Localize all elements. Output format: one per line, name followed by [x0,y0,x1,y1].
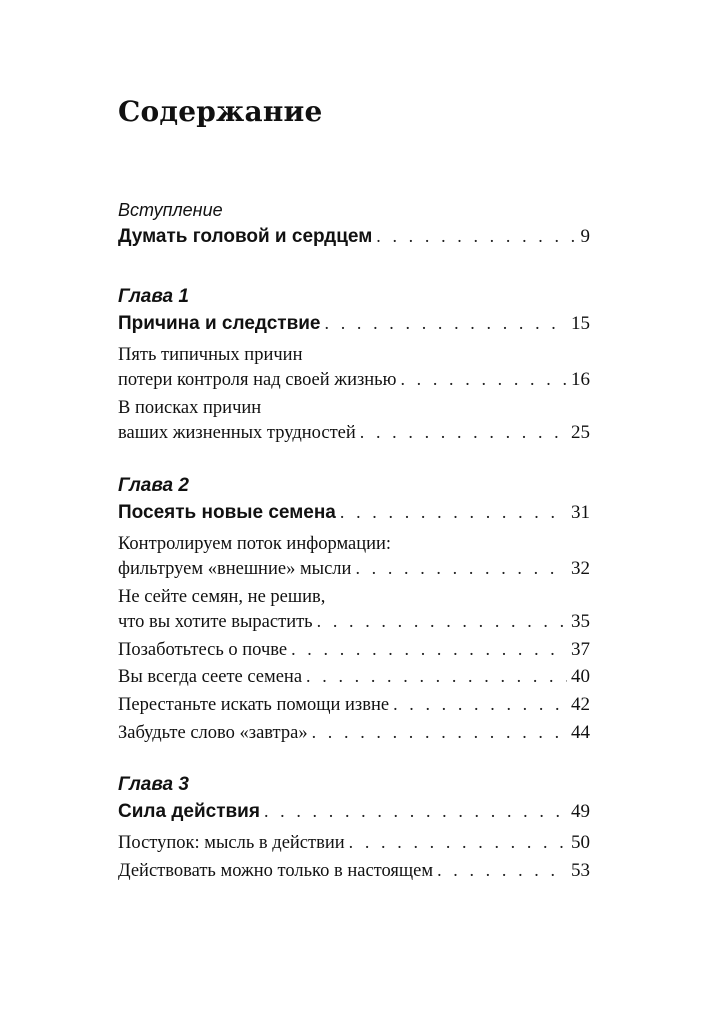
toc-entry-section[interactable] [118,637,590,662]
toc-entry-section[interactable] [118,367,590,392]
page-number: 37 [571,639,590,660]
page-number: 35 [571,611,590,632]
toc-entry-title: потери контроля над своей жизнью [118,370,397,390]
toc-entry-chapter-2[interactable] [118,500,590,525]
toc-entry-section[interactable] [118,692,590,717]
toc-entry-title: Причина и следствие [118,313,321,334]
toc-entry-section[interactable] [118,556,590,581]
dot-leader [393,692,567,716]
dot-leader [291,637,567,661]
chapter-3-label: Глава 3 [118,774,189,795]
dot-leader [340,500,567,524]
toc-entry-section[interactable] [118,420,590,445]
toc-entry-section[interactable] [118,830,590,855]
dot-leader [349,830,567,854]
toc-entry-title: Поступок: мысль в действии [118,833,345,853]
page-number: 44 [571,722,590,743]
toc-entry-title: Сила действия [118,801,260,822]
dot-leader [376,224,576,248]
toc-entry-title: Перестаньте искать помощи извне [118,695,390,715]
toc-entry-chapter-1[interactable] [118,311,590,336]
page-title: Содержание [118,95,323,128]
dot-leader [437,858,567,882]
toc-entry-first-line: Контролируем поток информации: [118,534,392,554]
dot-leader [264,799,567,823]
toc-entry-section[interactable] [118,664,590,689]
toc-entry-title: Действовать можно только в настоящем [118,861,434,881]
toc-entry-title: Посеять новые семена [118,502,336,523]
toc-entry-title: ваших жизненных трудностей [118,423,356,443]
page-number: 42 [571,694,590,715]
toc-entry-title: что вы хотите вырастить [118,612,313,632]
toc-entry-intro[interactable] [118,224,590,249]
toc-entry-chapter-3[interactable] [118,799,590,824]
toc-entry-section[interactable] [118,720,590,745]
page-number: 40 [571,666,590,687]
toc-entry-title: фильтруем «внешние» мысли [118,559,352,579]
page-number: 50 [571,832,590,853]
page-number: 32 [571,558,590,579]
chapter-1-label: Глава 1 [118,286,189,307]
page-number: 9 [580,226,590,247]
toc-entry-title: Позаботьтесь о почве [118,640,288,660]
toc-entry-first-line: Не сейте семян, не решив, [118,587,326,607]
dot-leader [317,609,567,633]
page-number: 53 [571,860,590,881]
dot-leader [400,367,567,391]
page-number: 49 [571,801,590,822]
toc-entry-title: Вы всегда сеете семена [118,667,303,687]
page-number: 25 [571,422,590,443]
toc-entry-first-line: Пять типичных причин [118,345,303,365]
toc-entry-title: Думать головой и сердцем [118,226,373,247]
toc-entry-first-line: В поисках причин [118,398,262,418]
toc-entry-section[interactable] [118,609,590,634]
toc-entry-title: Забудьте слово «завтра» [118,723,308,743]
page-number: 31 [571,502,590,523]
dot-leader [325,311,568,335]
dot-leader [355,556,567,580]
dot-leader [312,720,567,744]
intro-label: Вступление [118,200,223,220]
toc-entry-section[interactable] [118,858,590,883]
chapter-2-label: Глава 2 [118,475,189,496]
dot-leader [360,420,567,444]
page-number: 16 [571,369,590,390]
page-number: 15 [571,313,590,334]
dot-leader [306,664,567,688]
